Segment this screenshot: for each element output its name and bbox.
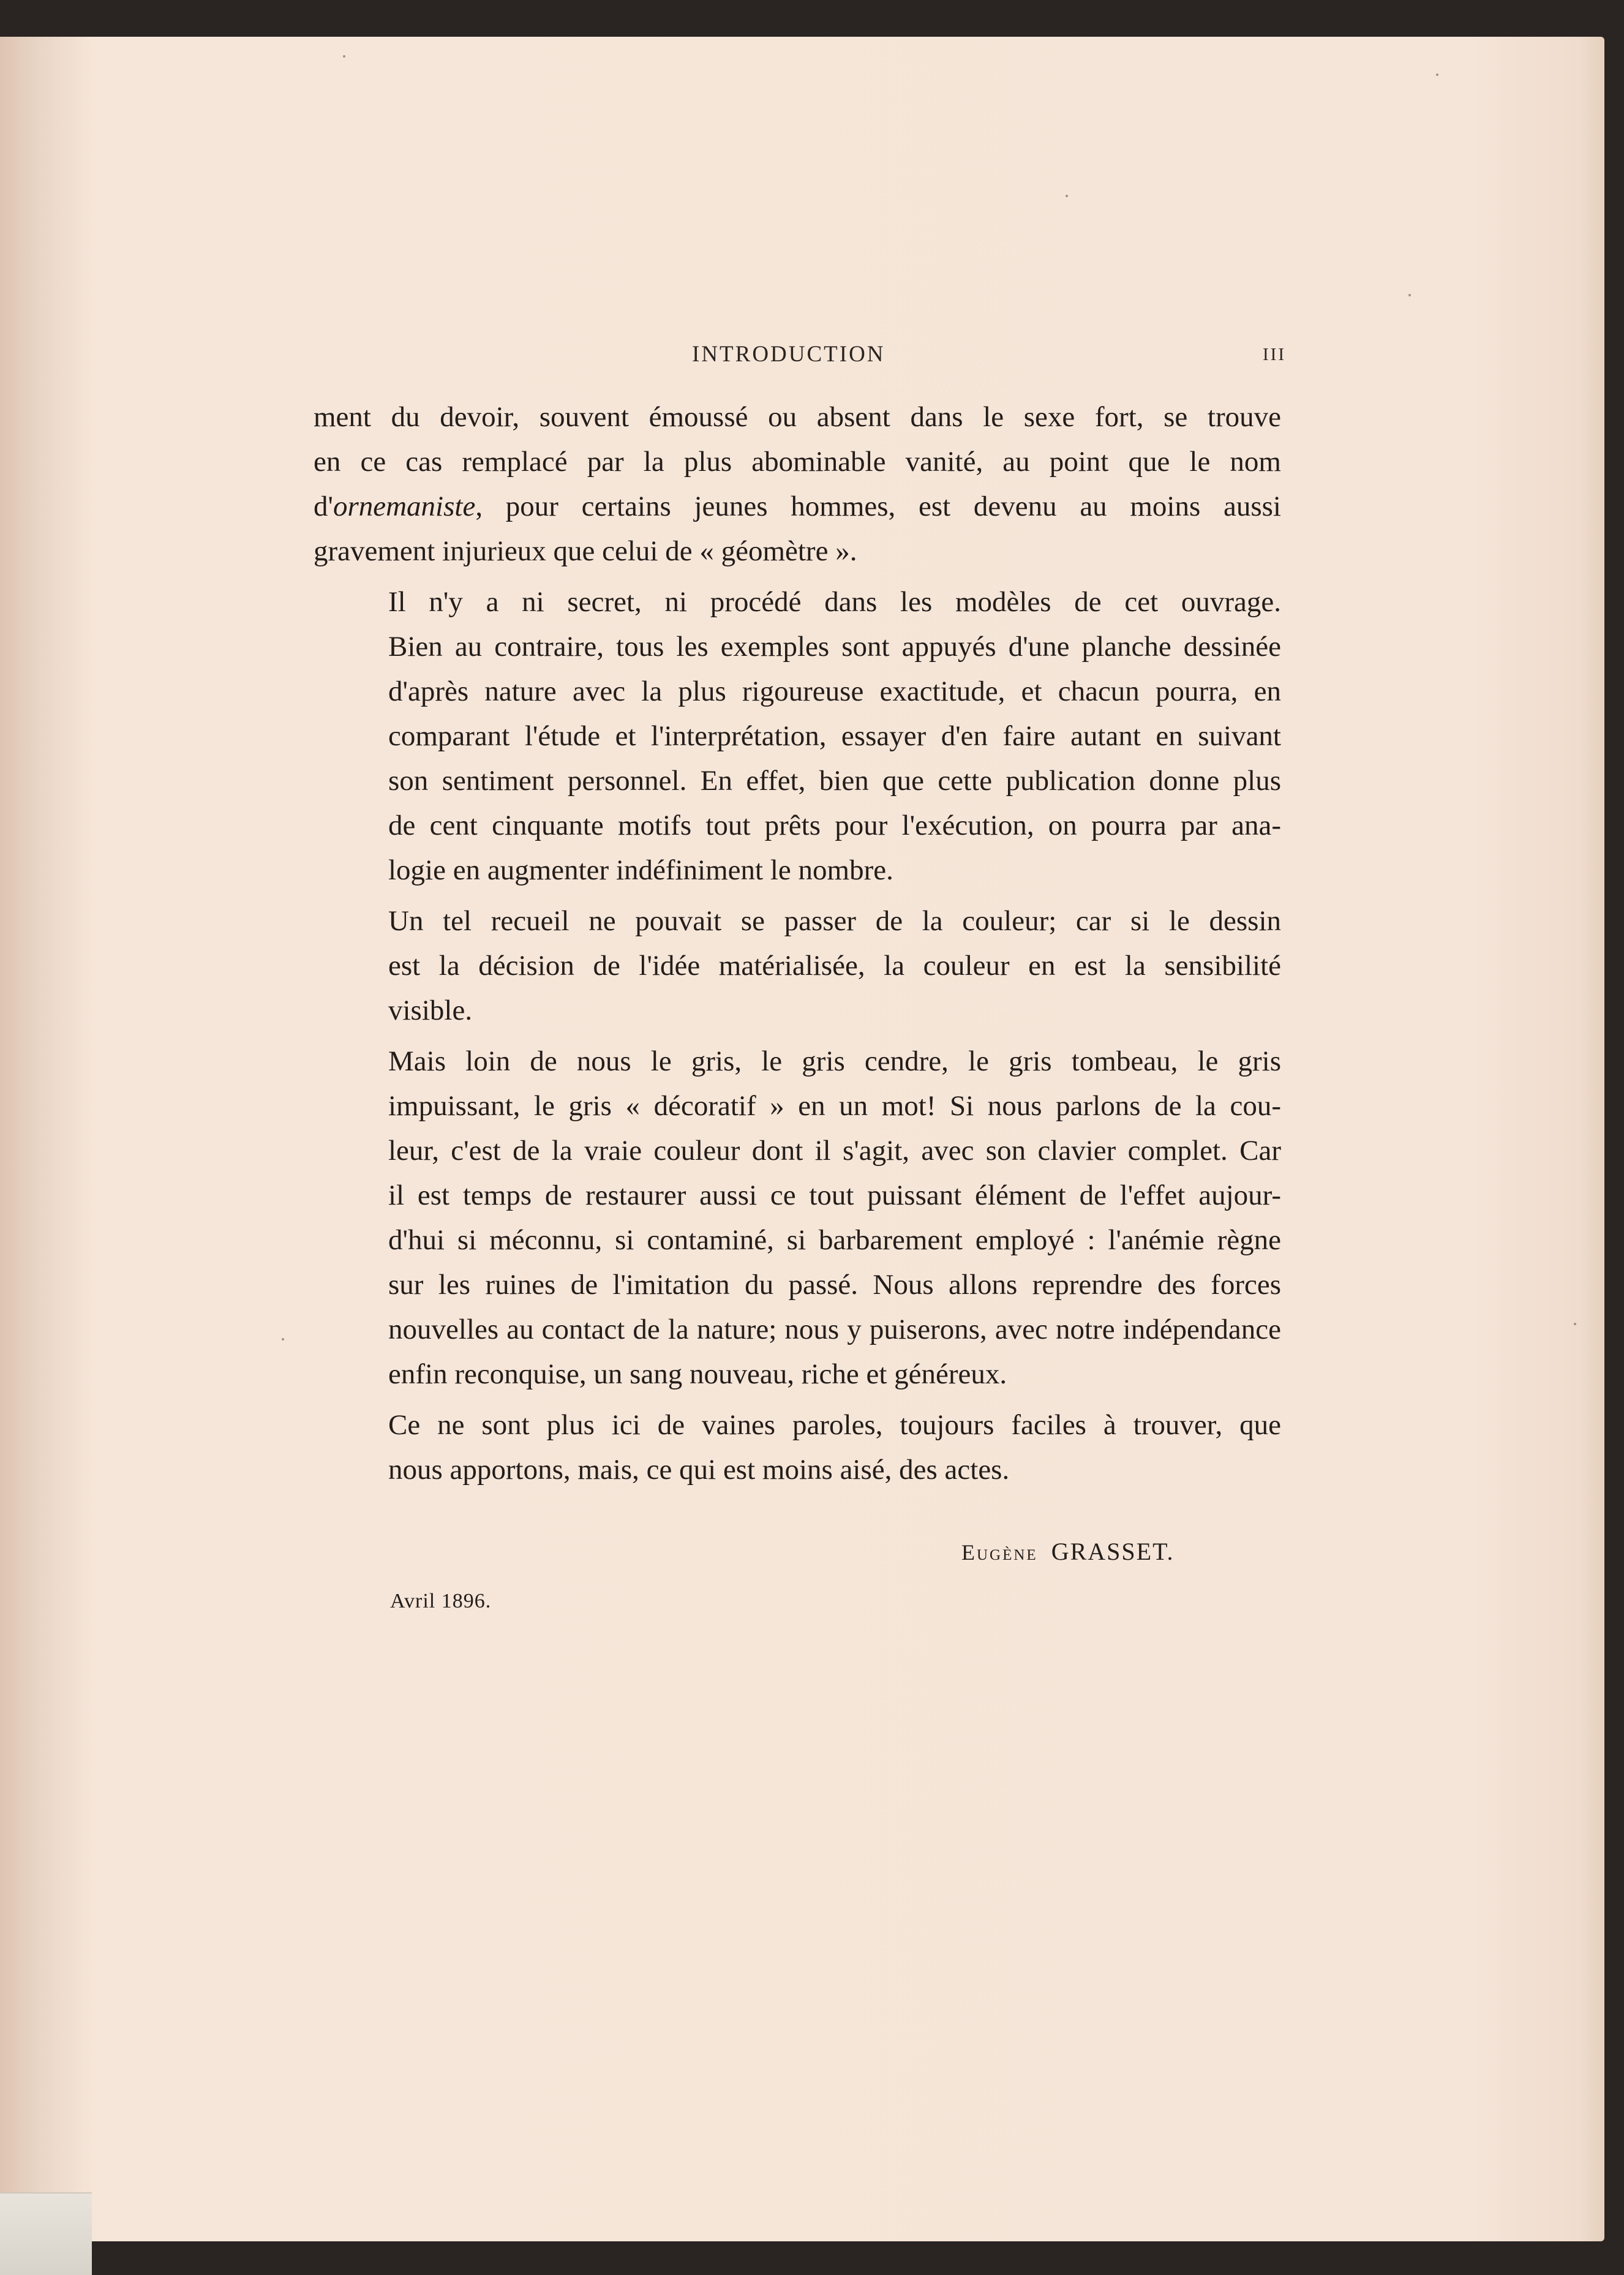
text-line: nouvelles au contact de la nature; nous y puiserons, avec notre indépendance	[388, 1314, 1281, 1345]
text-line: de cent cinquante motifs tout prêts pour l'exécution, on pourra par ana-	[388, 810, 1281, 841]
paragraph	[314, 899, 1281, 1033]
text-line: Ce ne sont plus ici de vaines paroles, toujours faciles à trouver, que	[388, 1409, 1281, 1441]
page-number: III	[1263, 345, 1286, 364]
paper-speck	[1436, 73, 1438, 76]
paper-speck	[1066, 195, 1068, 197]
text-line: d'hui si méconnu, si contaminé, si barbarement employé : l'anémie règne	[388, 1224, 1281, 1256]
text-line: logie en augmenter indéfiniment le nombre.	[388, 854, 893, 886]
paragraph	[314, 580, 1281, 893]
text-line: comparant l'étude et l'interprétation, essayer d'en faire autant en suivant	[388, 720, 1281, 752]
text-line: visible.	[388, 995, 473, 1026]
text-line: en ce cas remplacé par la plus abominable vanité, au point que le nom	[314, 446, 1281, 478]
paper-speck	[1408, 294, 1411, 296]
text-line: est la décision de l'idée matérialisée, la couleur en est la sensibilité	[388, 950, 1281, 982]
paper-speck	[282, 1338, 284, 1341]
book-page	[0, 37, 1604, 2241]
text-line: leur, c'est de la vraie couleur dont il s'agit, avec son clavier complet. Car	[388, 1135, 1281, 1167]
text-line: nous apportons, mais, ce qui est moins aisé, des actes.	[388, 1454, 1010, 1486]
text-line: son sentiment personnel. En effet, bien que cette publication donne plus	[388, 765, 1281, 797]
text-line: gravement injurieux que celui de « géomètre ».	[314, 535, 857, 567]
paragraph	[314, 1039, 1281, 1397]
text-line: ment du devoir, souvent émoussé ou absent dans le sexe fort, se trouve	[314, 401, 1281, 433]
page-binding-tab	[0, 2192, 92, 2275]
text-line: Bien au contraire, tous les exemples sont appuyés d'une planche dessinée	[388, 631, 1281, 663]
italic-term: ornemaniste	[333, 491, 476, 522]
author-first-name: Eugène	[961, 1540, 1038, 1565]
dateline: Avril 1896.	[390, 1590, 492, 1612]
author-signature	[961, 1537, 1175, 1566]
text-line: d'après nature avec la plus rigoureuse exactitude, et chacun pourra, en	[388, 675, 1281, 707]
text-line: Un tel recueil ne pouvait se passer de la couleur; car si le dessin	[388, 905, 1281, 937]
running-header	[0, 341, 1604, 378]
paragraph	[314, 1403, 1281, 1492]
text-line: il est temps de restaurer aussi ce tout puissant élément de l'effet aujour-	[388, 1179, 1281, 1211]
text-line: enfin reconquise, un sang nouveau, riche et généreux.	[388, 1358, 1007, 1390]
paragraph	[314, 395, 1281, 574]
author-last-name: GRASSET.	[1051, 1538, 1175, 1565]
text-line: Il n'y a ni secret, ni procédé dans les modèles de cet ouvrage.	[388, 586, 1281, 618]
text-line: d'ornemaniste, pour certains jeunes hommes, est devenu au moins aussi	[314, 491, 1281, 522]
text-line: Mais loin de nous le gris, le gris cendre, le gris tombeau, le gris	[388, 1045, 1281, 1077]
text-line: impuissant, le gris « décoratif » en un mot! Si nous parlons de la cou-	[388, 1090, 1281, 1122]
text-line: sur les ruines de l'imitation du passé. Nous allons reprendre des forces	[388, 1269, 1281, 1301]
running-header-title: INTRODUCTION	[692, 342, 885, 367]
body-text	[314, 395, 1281, 1498]
paper-speck	[343, 55, 345, 58]
paper-speck	[1574, 1323, 1576, 1325]
